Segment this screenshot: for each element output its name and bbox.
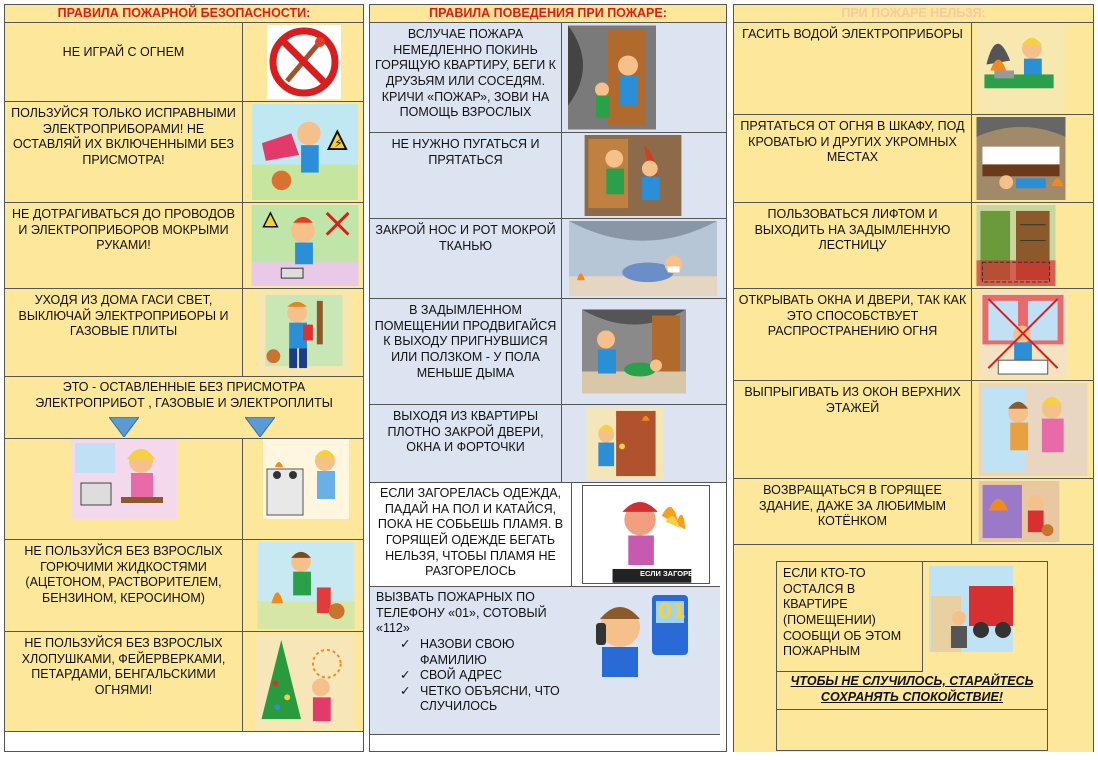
rule-text: ОТКРЫВАТЬ ОКНА И ДВЕРИ, ТАК КАК ЭТО СПОСОБСТВУЕТ РАСПРОСТРАНЕНИЮ ОГНЯ: [734, 289, 972, 380]
rule-text: ЕСЛИ ЗАГОРЕЛАСЬ ОДЕЖДА, ПАДАЙ НА ПОЛ И КАТАЙСЯ, ПОКА НЕ СОБЬЕШЬ ПЛАМЯ. В ГОРЯЩЕЙ ОДЕЖДЕ БЕГАТЬ НЕЛЬЗЯ, ЧТОБЫ ПЛАМЯ НЕ РАЗГОРЕЛОСЬ: [370, 483, 572, 586]
down-arrow-icon: [245, 417, 275, 437]
unattended-row: [5, 377, 363, 439]
crawl-smoke-icon: [568, 221, 718, 296]
return-kitten-icon: [978, 481, 1060, 542]
rule-row: [5, 289, 363, 377]
close-door-icon: [586, 407, 664, 480]
jump-window-icon: [978, 383, 1088, 476]
report-row: [734, 545, 1093, 752]
fire-safety-rules-column: [4, 4, 364, 752]
rule-text: УХОДЯ ИЗ ДОМА ГАСИ СВЕТ, ВЫКЛЮЧАЙ ЭЛЕКТРОПРИБОРЫ И ГАЗОВЫЕ ПЛИТЫ: [5, 289, 243, 376]
iron-hazard-icon: [251, 104, 359, 200]
rule-text: В ЗАДЫМЛЕННОМ ПОМЕЩЕНИИ ПРОДВИГАЙСЯ К ВЫХОДУ ПРИГНУВШИСЯ ИЛИ ПОЛЗКОМ - У ПОЛА МЕНЬШЕ ДЫМА: [370, 299, 562, 404]
rule-text: ВСЛУЧАЕ ПОЖАРА НЕМЕДЛЕННО ПОКИНЬ ГОРЯЩУЮ КВАРТИРУ, БЕГИ К ДРУЗЬЯМ ИЛИ СОСЕДЯМ. КРИЧИ «ПОЖАР», ЗОВИ НА ПОМОЩЬ ВЗРОСЛЫХ: [370, 23, 562, 132]
fire-behavior-rules-column: [369, 4, 727, 752]
rule-row: [5, 102, 363, 203]
rule-row: [5, 632, 363, 732]
rule-text: НЕ НУЖНО ПУГАТЬСЯ И ПРЯТАТЬСЯ: [370, 133, 562, 218]
water-appliance-icon: [976, 25, 1066, 112]
rule-text: ЗАКРОЙ НОС И РОТ МОКРОЙ ТКАНЬЮ: [370, 219, 562, 298]
crawl-exit-icon: [582, 301, 686, 402]
girl-iron-icon: [71, 439, 177, 519]
christmas-tree-fireworks-icon: [255, 634, 355, 729]
rule-row: [370, 219, 726, 299]
call-checklist: [376, 637, 566, 715]
rule-row: [734, 381, 1093, 479]
leave-apartment-icon: [568, 25, 656, 130]
dont-hide-icon: [584, 135, 682, 216]
rule-row: [370, 483, 720, 587]
fire-behavior-header: ПРАВИЛА ПОВЕДЕНИЯ ПРИ ПОЖАРЕ:: [370, 5, 726, 23]
rule-row: [734, 23, 1093, 115]
rule-text: ПОЛЬЗОВАТЬСЯ ЛИФТОМ И ВЫХОДИТЬ НА ЗАДЫМЛЕННУЮ ЛЕСТНИЦУ: [734, 203, 972, 288]
fire-prohibitions-column: [733, 4, 1094, 752]
report-box: [776, 561, 1048, 751]
rule-text: ВОЗВРАЩАТЬСЯ В ГОРЯЩЕЕ ЗДАНИЕ, ДАЖЕ ЗА ЛЮБИМЫМ КОТЁНКОМ: [734, 479, 972, 544]
rule-text: ПРЯТАТЬСЯ ОТ ОГНЯ В ШКАФУ, ПОД КРОВАТЬЮ И ДРУГИХ УКРОМНЫХ МЕСТАХ: [734, 115, 972, 202]
checklist-item: ✓ НАЗОВИ СВОЮ ФАМИЛИЮ: [400, 637, 566, 668]
open-window-icon: [978, 291, 1068, 378]
hide-under-bed-icon: [976, 117, 1066, 200]
rule-row: [5, 540, 363, 632]
call-instruction: ВЫЗВАТЬ ПОЖАРНЫХ ПО ТЕЛЕФОНУ «01», СОТОВЫЙ «112»: [376, 590, 547, 636]
fire-safety-header: ПРАВИЛА ПОЖАРНОЙ БЕЗОПАСНОСТИ:: [5, 5, 363, 23]
boy-phone-icon: [582, 589, 692, 681]
rule-row: [370, 405, 726, 483]
rule-row: [5, 203, 363, 289]
down-arrow-icon: [109, 417, 139, 437]
rule-row: [370, 133, 726, 219]
rule-row: [370, 23, 726, 133]
image-caption: ЕСЛИ ЗАГОРЕЛ: [640, 569, 699, 578]
rule-text: ВЫХОДЯ ИЗ КВАРТИРЫ ПЛОТНО ЗАКРОЙ ДВЕРИ, ОКНА И ФОРТОЧКИ: [370, 405, 562, 482]
rule-text: ПОЛЬЗУЙСЯ ТОЛЬКО ИСПРАВНЫМИ ЭЛЕКТРОПРИБОРАМИ! НЕ ОСТАВЛЯЙ ИХ ВКЛЮЧЕННЫМИ БЕЗ ПРИСМОТРА!: [5, 102, 243, 202]
call-text-block: [370, 587, 572, 734]
flammable-liquids-icon: [257, 542, 355, 629]
unattended-text: ЭТО - ОСТАВЛЕННЫЕ БЕЗ ПРИСМОТРА ЭЛЕКТРОПРИБОТ , ГАЗОВЫЕ И ЭЛЕКТРОПЛИТЫ: [35, 380, 333, 410]
fire-prohibitions-header: ПРИ ПОЖАРЕ НЕЛЬЗЯ:: [734, 5, 1093, 23]
rule-text: НЕ ДОТРАГИВАТЬСЯ ДО ПРОВОДОВ И ЭЛЕКТРОПРИБОРОВ МОКРЫМИ РУКАМИ!: [5, 203, 243, 288]
checklist-item: ✓ СВОЙ АДРЕС: [400, 668, 566, 684]
wet-hands-socket-icon: [251, 205, 359, 286]
unattended-images-row: [5, 439, 363, 540]
rule-row: [5, 23, 363, 102]
no-matches-icon: [267, 25, 341, 99]
firefighter-icon: [929, 566, 1013, 652]
rule-text: ВЫПРЫГИВАТЬ ИЗ ОКОН ВЕРХНИХ ЭТАЖЕЙ: [734, 381, 972, 478]
rule-text: НЕ ИГРАЙ С ОГНЕМ: [5, 23, 243, 101]
rule-row: [734, 115, 1093, 203]
rule-row: [734, 289, 1093, 381]
stove-girl-icon: [263, 439, 349, 519]
rule-text: НЕ ПОЛЬЗУЙСЯ БЕЗ ВЗРОСЛЫХ ГОРЮЧИМИ ЖИДКОСТЯМИ (АЦЕТОНОМ, РАСТВОРИТЕЛЕМ, БЕНЗИНОМ, КЕРОСИНОМ): [5, 540, 243, 631]
rule-row: [734, 479, 1093, 545]
phone-number: 01: [658, 599, 686, 623]
boy-switch-icon: [257, 291, 351, 374]
svg-text:⚡: ⚡: [334, 136, 343, 151]
checklist-item: ✓ ЧЕТКО ОБЪЯСНИ, ЧТО СЛУЧИЛОСЬ: [400, 684, 566, 715]
smoky-stairs-icon: [976, 205, 1056, 286]
rule-row: [734, 203, 1093, 289]
call-firefighters-row: [370, 587, 720, 735]
rule-text: ГАСИТЬ ВОДОЙ ЭЛЕКТРОПРИБОРЫ: [734, 23, 972, 114]
rule-row: [370, 299, 726, 405]
calm-motto: ЧТОБЫ НЕ СЛУЧИЛОСЬ, СТАРАЙТЕСЬ СОХРАНЯТЬ СПОКОЙСТВИЕ!: [777, 672, 1047, 710]
report-text: ЕСЛИ КТО-ТО ОСТАЛСЯ В КВАРТИРЕ (ПОМЕЩЕНИИ) СООБЩИ ОБ ЭТОМ ПОЖАРНЫМ: [777, 562, 923, 672]
rule-text: НЕ ПОЛЬЗУЙСЯ БЕЗ ВЗРОСЛЫХ ХЛОПУШКАМИ, ФЕЙЕРВЕРКАМИ, ПЕТАРДАМИ, БЕНГАЛЬСКИМИ ОГНЯМИ!: [5, 632, 243, 731]
